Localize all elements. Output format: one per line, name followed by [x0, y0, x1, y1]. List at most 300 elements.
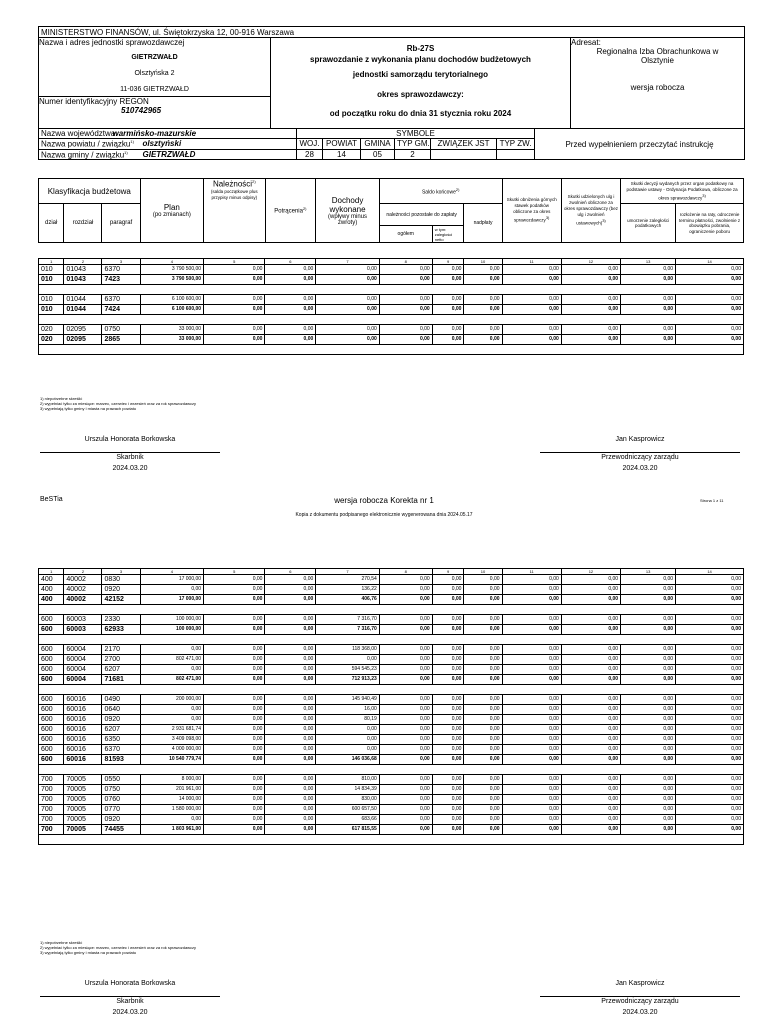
separator-cell	[39, 285, 744, 295]
cell-value: 0,00	[265, 665, 316, 675]
cell-chapter: 60003	[64, 625, 102, 635]
table-row	[39, 575, 744, 585]
cell-value: 0,00	[676, 785, 744, 795]
signature-right-page-2	[540, 980, 740, 1016]
cell-value: 6 100 600,00	[140, 295, 204, 305]
cell-value: 0,00	[379, 745, 432, 755]
cell-value: 0,00	[140, 715, 204, 725]
cell-paragraph: 74455	[102, 825, 140, 835]
cell-value: 0,00	[204, 615, 265, 625]
cell-value: 0,00	[265, 325, 316, 335]
cell-value: 0,00	[204, 745, 265, 755]
table-row-total	[39, 755, 744, 765]
cell-value: 0,00	[265, 775, 316, 785]
cell-value: 0,00	[561, 265, 620, 275]
voivodeship-value: warmińsko-mazurskie	[112, 129, 197, 138]
signature-date: 2024.03.20	[112, 465, 148, 472]
symbol-header: TYP ZW.	[497, 139, 535, 150]
column-number: 2	[64, 569, 102, 575]
cell-value: 0,00	[265, 725, 316, 735]
cell-value: 0,00	[432, 755, 464, 765]
cell-value: 0,00	[204, 655, 265, 665]
cell-value: 0,00	[464, 655, 502, 665]
cell-value: 0,00	[561, 645, 620, 655]
cell-paragraph: 0760	[102, 795, 140, 805]
cell-paragraph: 0830	[102, 575, 140, 585]
cell-value: 0,00	[502, 745, 561, 755]
cell-value: 10 540 779,74	[140, 755, 204, 765]
cell-value: 830,00	[316, 795, 380, 805]
cell-value: 0,00	[676, 655, 744, 665]
cell-section: 700	[39, 815, 64, 825]
cell-value: 0,00	[204, 805, 265, 815]
cell-value: 0,00	[502, 735, 561, 745]
cell-value: 0,00	[676, 815, 744, 825]
cell-value: 0,00	[464, 265, 502, 275]
column-number: 11	[502, 259, 561, 265]
table-row	[39, 715, 744, 725]
cell-value: 14 000,00	[140, 795, 204, 805]
table-row	[39, 645, 744, 655]
signature-date: 2024.03.20	[112, 1009, 148, 1016]
cell-value: 1 803 961,00	[140, 825, 204, 835]
cell-value: 0,00	[621, 795, 676, 805]
cell-value: 33 000,00	[140, 325, 204, 335]
cell-value: 0,00	[265, 595, 316, 605]
cell-value: 0,00	[502, 645, 561, 655]
cell-value: 0,00	[464, 695, 502, 705]
column-number: 11	[502, 569, 561, 575]
table-row	[39, 785, 744, 795]
cell-value: 0,00	[265, 755, 316, 765]
cell-value: 0,00	[621, 755, 676, 765]
cell-value: 0,00	[621, 625, 676, 635]
cell-chapter: 40002	[64, 575, 102, 585]
cell-value: 0,00	[464, 755, 502, 765]
cell-value: 80,19	[316, 715, 380, 725]
cell-value: 0,00	[204, 275, 265, 285]
cell-value: 0,00	[379, 585, 432, 595]
cell-value: 0,00	[432, 655, 464, 665]
cell-value: 0,00	[621, 775, 676, 785]
cell-paragraph: 0640	[102, 705, 140, 715]
cell-value: 0,00	[464, 625, 502, 635]
cell-paragraph: 6207	[102, 665, 140, 675]
cell-paragraph: 6370	[102, 265, 140, 275]
cell-value: 712 913,23	[316, 675, 380, 685]
cell-section: 020	[39, 335, 64, 345]
cell-value: 0,00	[204, 785, 265, 795]
cell-value: 0,00	[621, 575, 676, 585]
unit-name: GIETRZWAŁD	[131, 54, 178, 61]
ministry-line: MINISTERSTWO FINANSÓW, ul. Świętokrzyska 12, 00-916 Warszawa	[39, 27, 745, 38]
cell-value: 0,00	[379, 825, 432, 835]
group-separator	[39, 765, 744, 775]
cell-paragraph: 2700	[102, 655, 140, 665]
cell-value: 0,00	[432, 325, 464, 335]
column-number: 14	[676, 259, 744, 265]
cell-value: 0,00	[561, 725, 620, 735]
cell-value: 0,00	[621, 815, 676, 825]
cell-value: 0,00	[676, 325, 744, 335]
cell-value: 0,00	[502, 825, 561, 835]
cell-value: 0,00	[432, 665, 464, 675]
cell-value: 0,00	[464, 745, 502, 755]
commune-value: GIETRZWAŁD	[142, 149, 196, 159]
cell-value: 0,00	[502, 325, 561, 335]
cell-value: 0,00	[379, 575, 432, 585]
cell-value: 0,00	[204, 705, 265, 715]
cell-paragraph: 0920	[102, 815, 140, 825]
cell-chapter: 01043	[64, 275, 102, 285]
symbol-value: 14	[323, 149, 361, 160]
cell-value: 600 657,50	[316, 805, 380, 815]
addressee-label: Adresat:	[571, 38, 601, 47]
cell-value: 145 940,49	[316, 695, 380, 705]
separator-cell	[39, 315, 744, 325]
cell-value: 0,00	[621, 295, 676, 305]
cell-value: 0,00	[265, 825, 316, 835]
cell-value: 0,00	[621, 645, 676, 655]
cell-value: 3 790 500,00	[140, 275, 204, 285]
cell-section: 700	[39, 805, 64, 815]
column-number: 12	[561, 259, 620, 265]
cell-value: 0,00	[502, 675, 561, 685]
cell-value: 3 409 098,00	[140, 735, 204, 745]
table-row	[39, 325, 744, 335]
cell-value: 0,00	[204, 305, 265, 315]
cell-section: 020	[39, 325, 64, 335]
cell-value: 0,00	[379, 275, 432, 285]
cell-value: 0,00	[432, 595, 464, 605]
cell-value: 0,00	[561, 575, 620, 585]
cell-value: 0,00	[561, 655, 620, 665]
table-row	[39, 805, 744, 815]
cell-value: 0,00	[621, 665, 676, 675]
column-number: 5	[204, 259, 265, 265]
cell-value: 7 316,70	[316, 625, 380, 635]
cell-value: 0,00	[265, 625, 316, 635]
cell-chapter: 01044	[64, 305, 102, 315]
cell-paragraph: 6370	[102, 745, 140, 755]
cell-section: 600	[39, 615, 64, 625]
column-number: 8	[379, 259, 432, 265]
closing-balance-header: Saldo końcowe$^{2)}$	[379, 179, 502, 204]
footnote: 2) wypełniać tylko za miesiące: marzec, czerwiec i wrzesień oraz za rok sprawozdawczy	[40, 401, 197, 406]
cell-value: 0,00	[502, 665, 561, 675]
cell-value: 3 790 500,00	[140, 265, 204, 275]
column-number: 9	[432, 259, 464, 265]
cell-value: 0,00	[676, 305, 744, 315]
cell-section: 600	[39, 695, 64, 705]
group-separator	[39, 605, 744, 615]
cell-paragraph: 42152	[102, 595, 140, 605]
cell-chapter: 60004	[64, 645, 102, 655]
cell-value: 0,00	[432, 745, 464, 755]
column-number: 14	[676, 569, 744, 575]
signature-date: 2024.03.20	[622, 1009, 658, 1016]
cell-value: 0,00	[561, 295, 620, 305]
symbol-value: 05	[361, 149, 395, 160]
cell-value: 4 000 000,00	[140, 745, 204, 755]
table-row-total	[39, 825, 744, 835]
cell-value: 0,00	[265, 795, 316, 805]
addressee-value: Regionalna Izba Obrachunkowa w Olsztynie	[596, 47, 719, 65]
column-number: 12	[561, 569, 620, 575]
cell-value: 0,00	[464, 675, 502, 685]
cell-value: 6 100 600,00	[140, 305, 204, 315]
cell-section: 600	[39, 655, 64, 665]
cell-section: 700	[39, 775, 64, 785]
cell-paragraph: 6370	[102, 295, 140, 305]
cell-value: 0,00	[464, 785, 502, 795]
cell-value: 0,00	[140, 665, 204, 675]
cell-value: 0,00	[432, 615, 464, 625]
cell-paragraph: 0550	[102, 775, 140, 785]
cell-chapter: 60016	[64, 715, 102, 725]
arrears-header: w tym: zaległości netto	[432, 226, 464, 243]
cell-section: 600	[39, 745, 64, 755]
cell-value: 0,00	[676, 695, 744, 705]
cell-value: 0,00	[502, 295, 561, 305]
symbol-header: GMINA	[361, 139, 395, 150]
cell-value: 0,00	[379, 295, 432, 305]
cell-value: 0,00	[204, 795, 265, 805]
period-value: od początku roku do dnia 31 stycznia roku 2024	[329, 109, 512, 118]
cell-value: 0,00	[316, 655, 380, 665]
cell-value: 0,00	[561, 335, 620, 345]
cell-section: 400	[39, 575, 64, 585]
cell-value: 0,00	[621, 335, 676, 345]
cell-value: 0,00	[676, 795, 744, 805]
cell-value: 0,00	[561, 305, 620, 315]
cell-value: 0,00	[204, 675, 265, 685]
cell-value: 146 036,68	[316, 755, 380, 765]
table-row	[39, 815, 744, 825]
county-value: olsztyński	[142, 139, 182, 148]
voivodeship-label: Nazwa województwa	[41, 129, 116, 138]
signer-name: Jan Kasprowicz	[615, 436, 665, 443]
cell-chapter: 40002	[64, 585, 102, 595]
cell-value: 0,00	[502, 625, 561, 635]
form-subtitle: jednostki samorządu terytorialnego	[352, 70, 489, 79]
cell-section: 600	[39, 755, 64, 765]
system-name: BeSTia	[40, 496, 63, 503]
cell-value: 0,00	[265, 265, 316, 275]
cell-value: 0,00	[204, 775, 265, 785]
cell-value: 0,00	[502, 595, 561, 605]
document-version: wersja robocza Korekta nr 1	[334, 496, 434, 505]
cell-value: 0,00	[316, 725, 380, 735]
unit-postal: 11-036 GIETRZWAŁD	[120, 86, 189, 93]
group-separator	[39, 345, 744, 355]
cell-value: 0,00	[204, 735, 265, 745]
group-separator	[39, 285, 744, 295]
cell-value: 0,00	[464, 725, 502, 735]
cell-value: 0,00	[464, 585, 502, 595]
cell-value: 17 000,00	[140, 575, 204, 585]
cell-value: 0,00	[379, 625, 432, 635]
cell-value: 33 000,00	[140, 335, 204, 345]
cell-value: 0,00	[464, 665, 502, 675]
signer-role: Skarbnik	[40, 452, 220, 461]
cell-value: 0,00	[432, 715, 464, 725]
cell-value: 802 471,00	[140, 675, 204, 685]
cell-value: 0,00	[464, 335, 502, 345]
footnotes-page-2	[40, 940, 196, 955]
cell-value: 0,00	[316, 295, 380, 305]
signature-date: 2024.03.20	[622, 465, 658, 472]
cell-value: 0,00	[432, 805, 464, 815]
cell-chapter: 60016	[64, 725, 102, 735]
footnotes-page-1	[40, 396, 196, 411]
remaining-receivables-header: należności pozostałe do zapłaty	[379, 204, 464, 226]
cell-value: 0,00	[464, 825, 502, 835]
cell-value: 0,00	[676, 755, 744, 765]
cell-value: 0,00	[432, 645, 464, 655]
cell-value: 0,00	[379, 725, 432, 735]
cell-value: 0,00	[561, 585, 620, 595]
cell-value: 0,00	[204, 585, 265, 595]
cell-value: 0,00	[432, 695, 464, 705]
cell-value: 0,00	[464, 815, 502, 825]
cell-value: 0,00	[265, 715, 316, 725]
cell-value: 100 000,00	[140, 615, 204, 625]
cell-paragraph: 2330	[102, 615, 140, 625]
tax-decision-header: Skutki decyzji wydanych przez organ podatkowy na podstawie ustawy - Ordynacja Podatkowa, obliczone za okres sprawozdawczy$^{3)}$	[621, 179, 744, 204]
cell-value: 0,00	[204, 325, 265, 335]
cell-value: 0,00	[265, 305, 316, 315]
cell-value: 0,00	[204, 575, 265, 585]
cell-value: 0,00	[464, 615, 502, 625]
separator-cell	[39, 765, 744, 775]
cell-chapter: 60016	[64, 695, 102, 705]
cell-value: 0,00	[561, 785, 620, 795]
cell-value: 16,00	[316, 705, 380, 715]
column-number: 7	[316, 259, 380, 265]
cell-section: 010	[39, 295, 64, 305]
cell-value: 0,00	[432, 825, 464, 835]
cell-value: 0,00	[432, 735, 464, 745]
cell-value: 0,00	[204, 645, 265, 655]
cell-value: 0,00	[432, 575, 464, 585]
section-header: dział	[39, 204, 64, 243]
cell-value: 0,00	[204, 815, 265, 825]
cell-value: 0,00	[676, 715, 744, 725]
cell-value: 0,00	[621, 745, 676, 755]
cell-chapter: 01043	[64, 265, 102, 275]
table-row	[39, 735, 744, 745]
cell-value: 0,00	[265, 335, 316, 345]
separator-cell	[39, 635, 744, 645]
cell-value: 0,00	[265, 585, 316, 595]
cell-value: 0,00	[432, 585, 464, 595]
cell-value: 0,00	[502, 785, 561, 795]
cell-value: 0,00	[676, 585, 744, 595]
cell-chapter: 40002	[64, 595, 102, 605]
form-title-box	[271, 38, 571, 129]
symbol-header: WOJ.	[297, 139, 323, 150]
cell-value: 0,00	[432, 815, 464, 825]
cell-value: 0,00	[676, 595, 744, 605]
cell-value: 0,00	[621, 615, 676, 625]
tax-relief-header: Skutki udzielonych ulg i zwolnień obliczone za okres sprawozdawczy (bez ulg i zwolnień ustawowych)$^{3)}$	[561, 179, 620, 243]
cell-value: 0,00	[464, 735, 502, 745]
cell-value: 7 316,70	[316, 615, 380, 625]
cell-chapter: 60004	[64, 675, 102, 685]
cell-section: 010	[39, 305, 64, 315]
cell-value: 0,00	[265, 615, 316, 625]
footnote: 3) wypełniają tylko gminy i miasta na prawach powiatu	[40, 406, 137, 411]
cell-value: 0,00	[502, 815, 561, 825]
cell-value: 0,00	[432, 335, 464, 345]
cell-value: 0,00	[379, 715, 432, 725]
cell-value: 0,00	[621, 825, 676, 835]
cell-value: 0,00	[265, 745, 316, 755]
cell-value: 0,00	[676, 705, 744, 715]
cell-value: 0,00	[561, 755, 620, 765]
cell-value: 0,00	[621, 275, 676, 285]
cell-value: 0,00	[265, 815, 316, 825]
cell-value: 14 834,39	[316, 785, 380, 795]
footnote: 3) wypełniają tylko gminy i miasta na prawach powiatu	[40, 950, 137, 955]
cell-paragraph: 6350	[102, 735, 140, 745]
cell-value: 0,00	[464, 575, 502, 585]
symbol-header: TYP GM.	[395, 139, 431, 150]
cell-value: 136,22	[316, 585, 380, 595]
version-label: wersja robocza	[630, 83, 685, 92]
cell-value: 0,00	[432, 675, 464, 685]
separator-cell	[39, 835, 744, 845]
table-row	[39, 775, 744, 785]
cell-value: 0,00	[676, 725, 744, 735]
cell-value: 0,00	[204, 595, 265, 605]
cell-value: 0,00	[561, 625, 620, 635]
cell-value: 0,00	[379, 735, 432, 745]
cell-value: 0,00	[502, 585, 561, 595]
cell-value: 0,00	[204, 725, 265, 735]
form-title: sprawozdanie z wykonania planu dochodów budżetowych	[310, 55, 531, 64]
cell-value: 0,00	[265, 705, 316, 715]
copy-note: Kopia z dokumentu podpisanego elektronicznie wygenerowana dnia 2024.05.17	[295, 512, 473, 518]
symbol-header: POWIAT	[323, 139, 361, 150]
cell-value: 0,00	[502, 755, 561, 765]
period-label: okres sprawozdawczy:	[377, 90, 464, 99]
cell-value: 0,00	[561, 735, 620, 745]
column-header	[38, 178, 744, 243]
cell-value: 0,00	[676, 575, 744, 585]
cell-value: 0,00	[621, 705, 676, 715]
cell-value: 594 545,23	[316, 665, 380, 675]
cell-value: 810,00	[316, 775, 380, 785]
cell-value: 0,00	[316, 745, 380, 755]
cell-value: 0,00	[621, 725, 676, 735]
cell-value: 0,00	[502, 725, 561, 735]
cell-value: 0,00	[316, 275, 380, 285]
cell-section: 600	[39, 625, 64, 635]
cell-value: 0,00	[464, 645, 502, 655]
symbol-value: 28	[297, 149, 323, 160]
symbol-value: 2	[395, 149, 431, 160]
cell-section: 600	[39, 665, 64, 675]
column-number: 13	[621, 259, 676, 265]
cell-value: 0,00	[464, 705, 502, 715]
column-number: 6	[265, 259, 316, 265]
column-number: 8	[379, 569, 432, 575]
cell-value: 0,00	[676, 745, 744, 755]
cell-value: 0,00	[561, 595, 620, 605]
cell-value: 0,00	[204, 755, 265, 765]
